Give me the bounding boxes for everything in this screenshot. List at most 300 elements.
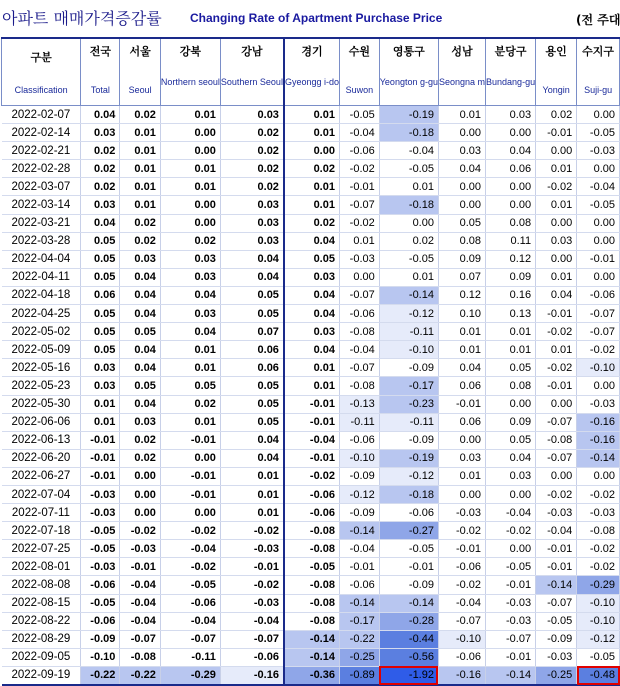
cell-suwon: -0.06: [339, 305, 379, 323]
cell-bundang: 0.11: [486, 232, 536, 250]
cell-total: -0.03: [81, 558, 120, 576]
row-date: 2022-07-11: [2, 504, 81, 522]
table-row: [2, 630, 620, 648]
header-suji-kr: 수지구: [582, 45, 615, 58]
cell-suji: 0.00: [577, 214, 620, 232]
cell-total: 0.03: [81, 377, 120, 395]
row-date: 2022-06-06: [2, 413, 81, 431]
cell-yongin: -0.01: [536, 377, 577, 395]
cell-total: -0.09: [81, 630, 120, 648]
table-row: [2, 106, 620, 124]
cell-seoul: -0.04: [120, 576, 160, 594]
cell-gangbuk: -0.05: [160, 576, 220, 594]
cell-gangnam: 0.03: [220, 214, 284, 232]
cell-total: -0.01: [81, 467, 120, 485]
cell-gangnam: -0.02: [220, 522, 284, 540]
cell-gangnam: 0.01: [220, 485, 284, 503]
cell-suji: 0.00: [577, 160, 620, 178]
cell-gangbuk: -0.29: [160, 666, 220, 685]
cell-suji: -0.03: [577, 142, 620, 160]
cell-yongin: -0.07: [536, 594, 577, 612]
cell-suji: -0.02: [577, 341, 620, 359]
cell-yeongtong: -0.18: [379, 485, 438, 503]
cell-bundang: 0.01: [486, 341, 536, 359]
cell-suji: -0.03: [577, 504, 620, 522]
cell-total: 0.03: [81, 359, 120, 377]
header-yeongtong-kr: 영통구: [392, 45, 425, 58]
cell-gangbuk: -0.07: [160, 630, 220, 648]
row-date: 2022-09-05: [2, 648, 81, 666]
cell-seoul: 0.01: [120, 142, 160, 160]
cell-yeongtong: -0.09: [379, 576, 438, 594]
cell-seongnam: 0.06: [438, 413, 485, 431]
cell-yeongtong: 0.02: [379, 232, 438, 250]
header-gyeonggi-en: Gyeongg i-do: [284, 77, 339, 87]
table-row: [2, 395, 620, 413]
cell-suwon: -0.11: [339, 413, 379, 431]
cell-gangnam: -0.06: [220, 648, 284, 666]
cell-bundang: 0.05: [486, 431, 536, 449]
header-seoul-kr: 서울: [129, 45, 151, 58]
table-row: [2, 648, 620, 666]
row-date: 2022-07-18: [2, 522, 81, 540]
cell-gangbuk: -0.02: [160, 522, 220, 540]
header-gangnam-en: Southern Seoul: [220, 77, 283, 87]
cell-yongin: 0.04: [536, 286, 577, 304]
header-yeongtong-en: Yeongton g-gu: [379, 77, 438, 87]
header-suji: [577, 38, 620, 106]
cell-gangbuk: 0.00: [160, 142, 220, 160]
cell-yongin: -0.01: [536, 558, 577, 576]
cell-gangnam: 0.04: [220, 250, 284, 268]
row-date: 2022-04-18: [2, 286, 81, 304]
cell-yongin: 0.00: [536, 250, 577, 268]
header-gangbuk: [160, 38, 220, 106]
cell-gyeonggi: 0.03: [284, 268, 340, 286]
row-date: 2022-03-07: [2, 178, 81, 196]
cell-gangbuk: 0.00: [160, 449, 220, 467]
cell-seoul: 0.03: [120, 250, 160, 268]
cell-gyeonggi: 0.04: [284, 341, 340, 359]
cell-yeongtong: -0.05: [379, 540, 438, 558]
title-unit: (전 주대: [576, 13, 620, 27]
table-row: [2, 377, 620, 395]
cell-bundang: 0.03: [486, 106, 536, 124]
cell-yeongtong: -0.56: [379, 648, 438, 666]
row-date: 2022-02-07: [2, 106, 81, 124]
cell-gangnam: -0.16: [220, 666, 284, 685]
table-row: [2, 124, 620, 142]
cell-total: 0.05: [81, 250, 120, 268]
cell-bundang: 0.00: [486, 395, 536, 413]
cell-yeongtong: -0.27: [379, 522, 438, 540]
cell-seongnam: -0.04: [438, 594, 485, 612]
row-date: 2022-08-08: [2, 576, 81, 594]
table-row: [2, 612, 620, 630]
header-seongnam-kr: 성남: [451, 45, 473, 58]
header-gangbuk-en: Northern seoul: [160, 77, 220, 87]
cell-total: -0.05: [81, 594, 120, 612]
cell-gangnam: 0.03: [220, 232, 284, 250]
cell-gangnam: -0.03: [220, 594, 284, 612]
table-row: [2, 467, 620, 485]
row-date: 2022-06-13: [2, 431, 81, 449]
cell-suji: -0.48: [577, 666, 620, 685]
cell-bundang: -0.14: [486, 666, 536, 685]
cell-total: -0.06: [81, 612, 120, 630]
cell-bundang: 0.08: [486, 214, 536, 232]
table-row: [2, 576, 620, 594]
cell-seongnam: -0.06: [438, 558, 485, 576]
table-row: [2, 232, 620, 250]
cell-yeongtong: -0.44: [379, 630, 438, 648]
cell-yongin: -0.07: [536, 449, 577, 467]
cell-seoul: -0.04: [120, 594, 160, 612]
cell-gangbuk: 0.05: [160, 377, 220, 395]
cell-bundang: 0.09: [486, 413, 536, 431]
row-date: 2022-09-19: [2, 666, 81, 685]
cell-bundang: 0.13: [486, 305, 536, 323]
cell-gangnam: 0.02: [220, 124, 284, 142]
header-seoul-en: Seoul: [128, 85, 152, 95]
cell-total: 0.04: [81, 106, 120, 124]
cell-gyeonggi: -0.36: [284, 666, 340, 685]
cell-suwon: -0.08: [339, 323, 379, 341]
cell-bundang: 0.00: [486, 178, 536, 196]
cell-gyeonggi: -0.14: [284, 630, 340, 648]
cell-gangbuk: 0.02: [160, 232, 220, 250]
table-row: [2, 504, 620, 522]
cell-suji: 0.00: [577, 467, 620, 485]
table-row: [2, 449, 620, 467]
cell-suwon: -0.04: [339, 124, 379, 142]
cell-yeongtong: -0.05: [379, 160, 438, 178]
cell-gangbuk: 0.01: [160, 341, 220, 359]
cell-suwon: -0.13: [339, 395, 379, 413]
cell-yongin: 0.02: [536, 106, 577, 124]
cell-bundang: 0.00: [486, 196, 536, 214]
cell-suji: -0.16: [577, 431, 620, 449]
cell-total: 0.01: [81, 395, 120, 413]
cell-seongnam: -0.02: [438, 576, 485, 594]
title-bar: [0, 0, 620, 36]
cell-gangnam: 0.06: [220, 359, 284, 377]
cell-bundang: -0.01: [486, 576, 536, 594]
header-suwon: [339, 38, 379, 106]
cell-yeongtong: -0.12: [379, 305, 438, 323]
cell-gangnam: -0.04: [220, 612, 284, 630]
cell-total: -0.03: [81, 504, 120, 522]
cell-gangbuk: 0.02: [160, 395, 220, 413]
cell-seoul: 0.01: [120, 160, 160, 178]
header-yeongtong: [379, 38, 438, 106]
cell-gyeonggi: -0.06: [284, 485, 340, 503]
table-row: [2, 594, 620, 612]
cell-seoul: 0.00: [120, 504, 160, 522]
cell-yongin: -0.03: [536, 504, 577, 522]
table-row: [2, 286, 620, 304]
cell-yongin: -0.02: [536, 359, 577, 377]
cell-total: -0.22: [81, 666, 120, 685]
cell-suwon: -0.17: [339, 612, 379, 630]
cell-suwon: -0.10: [339, 449, 379, 467]
cell-bundang: -0.02: [486, 522, 536, 540]
table-row: [2, 341, 620, 359]
cell-total: -0.03: [81, 485, 120, 503]
row-date: 2022-04-25: [2, 305, 81, 323]
row-date: 2022-07-25: [2, 540, 81, 558]
cell-seongnam: 0.07: [438, 268, 485, 286]
cell-suwon: -0.05: [339, 106, 379, 124]
cell-suji: -0.10: [577, 594, 620, 612]
cell-suwon: 0.00: [339, 268, 379, 286]
cell-yongin: -0.07: [536, 413, 577, 431]
cell-bundang: -0.03: [486, 594, 536, 612]
cell-suwon: -0.04: [339, 540, 379, 558]
cell-suji: -0.02: [577, 540, 620, 558]
cell-seongnam: 0.04: [438, 359, 485, 377]
cell-yongin: -0.08: [536, 431, 577, 449]
cell-bundang: -0.05: [486, 558, 536, 576]
table-row: [2, 522, 620, 540]
cell-seongnam: 0.00: [438, 485, 485, 503]
cell-gyeonggi: 0.01: [284, 377, 340, 395]
cell-yeongtong: 0.01: [379, 178, 438, 196]
row-date: 2022-06-27: [2, 467, 81, 485]
row-date: 2022-08-22: [2, 612, 81, 630]
price-change-table: [1, 37, 620, 686]
cell-suwon: -0.09: [339, 504, 379, 522]
cell-gangnam: 0.03: [220, 196, 284, 214]
cell-seoul: -0.22: [120, 666, 160, 685]
cell-suwon: -0.25: [339, 648, 379, 666]
row-date: 2022-04-04: [2, 250, 81, 268]
cell-seoul: 0.02: [120, 449, 160, 467]
table-row: [2, 305, 620, 323]
table-row: [2, 250, 620, 268]
cell-suwon: -0.08: [339, 377, 379, 395]
cell-gyeonggi: 0.01: [284, 359, 340, 377]
cell-gangbuk: -0.01: [160, 485, 220, 503]
cell-suji: -0.02: [577, 558, 620, 576]
cell-gyeonggi: -0.01: [284, 413, 340, 431]
cell-suwon: -0.89: [339, 666, 379, 685]
cell-seongnam: -0.01: [438, 395, 485, 413]
cell-gyeonggi: -0.06: [284, 504, 340, 522]
cell-yeongtong: -0.06: [379, 504, 438, 522]
cell-gangbuk: 0.03: [160, 268, 220, 286]
table-row: [2, 160, 620, 178]
cell-suji: -0.14: [577, 449, 620, 467]
cell-seongnam: 0.01: [438, 341, 485, 359]
cell-gangbuk: -0.04: [160, 540, 220, 558]
cell-gangbuk: 0.01: [160, 178, 220, 196]
cell-yeongtong: -0.19: [379, 449, 438, 467]
cell-suji: 0.00: [577, 106, 620, 124]
cell-gyeonggi: 0.05: [284, 250, 340, 268]
cell-suwon: -0.02: [339, 214, 379, 232]
cell-bundang: -0.07: [486, 630, 536, 648]
cell-seongnam: 0.10: [438, 305, 485, 323]
cell-yongin: -0.14: [536, 576, 577, 594]
cell-yongin: -0.25: [536, 666, 577, 685]
cell-yongin: -0.02: [536, 178, 577, 196]
cell-gyeonggi: -0.01: [284, 449, 340, 467]
cell-seoul: 0.02: [120, 106, 160, 124]
cell-bundang: 0.09: [486, 268, 536, 286]
table-row: [2, 413, 620, 431]
header-total: [81, 38, 120, 106]
cell-seongnam: 0.12: [438, 286, 485, 304]
cell-gangbuk: -0.02: [160, 558, 220, 576]
cell-gangbuk: 0.01: [160, 359, 220, 377]
cell-yeongtong: -0.11: [379, 413, 438, 431]
cell-suwon: -0.12: [339, 485, 379, 503]
cell-gangnam: 0.02: [220, 160, 284, 178]
cell-gyeonggi: -0.14: [284, 648, 340, 666]
cell-gangbuk: 0.01: [160, 160, 220, 178]
cell-yeongtong: -0.01: [379, 558, 438, 576]
cell-total: 0.02: [81, 178, 120, 196]
cell-gyeonggi: 0.01: [284, 196, 340, 214]
cell-yeongtong: -0.09: [379, 431, 438, 449]
header-gyeonggi-kr: 경기: [301, 45, 323, 58]
cell-yeongtong: -0.19: [379, 106, 438, 124]
row-date: 2022-03-28: [2, 232, 81, 250]
cell-yeongtong: -1.92: [379, 666, 438, 685]
cell-suwon: -0.03: [339, 250, 379, 268]
cell-bundang: 0.05: [486, 359, 536, 377]
cell-suwon: -0.01: [339, 178, 379, 196]
cell-bundang: 0.01: [486, 323, 536, 341]
cell-yeongtong: -0.14: [379, 286, 438, 304]
cell-yongin: -0.02: [536, 323, 577, 341]
cell-gangbuk: 0.01: [160, 106, 220, 124]
cell-bundang: 0.06: [486, 160, 536, 178]
cell-seoul: -0.07: [120, 630, 160, 648]
header-row: [2, 38, 620, 106]
cell-seoul: 0.00: [120, 467, 160, 485]
row-date: 2022-03-21: [2, 214, 81, 232]
cell-suji: -0.04: [577, 178, 620, 196]
cell-total: -0.05: [81, 522, 120, 540]
cell-gangbuk: 0.03: [160, 305, 220, 323]
header-suji-en: Suji-gu: [584, 85, 613, 95]
cell-bundang: 0.04: [486, 142, 536, 160]
cell-yeongtong: -0.10: [379, 341, 438, 359]
header-total-en: Total: [90, 85, 110, 95]
cell-yeongtong: -0.17: [379, 377, 438, 395]
cell-gyeonggi: 0.02: [284, 214, 340, 232]
cell-total: 0.02: [81, 142, 120, 160]
cell-total: -0.01: [81, 431, 120, 449]
cell-seoul: -0.01: [120, 558, 160, 576]
cell-gangnam: -0.03: [220, 540, 284, 558]
table-row: [2, 431, 620, 449]
row-date: 2022-08-15: [2, 594, 81, 612]
cell-seongnam: 0.01: [438, 323, 485, 341]
cell-gyeonggi: 0.04: [284, 286, 340, 304]
cell-total: -0.05: [81, 540, 120, 558]
cell-suji: -0.10: [577, 612, 620, 630]
cell-seongnam: -0.01: [438, 540, 485, 558]
cell-suwon: -0.06: [339, 142, 379, 160]
cell-gangbuk: 0.03: [160, 250, 220, 268]
cell-yeongtong: 0.01: [379, 268, 438, 286]
cell-seoul: 0.02: [120, 232, 160, 250]
cell-bundang: -0.04: [486, 504, 536, 522]
cell-suwon: -0.07: [339, 359, 379, 377]
header-bundang: [486, 38, 536, 106]
cell-bundang: 0.00: [486, 485, 536, 503]
cell-yongin: 0.01: [536, 160, 577, 178]
cell-gyeonggi: 0.01: [284, 106, 340, 124]
cell-gangnam: 0.01: [220, 504, 284, 522]
header-gyeonggi: [284, 38, 340, 106]
header-classification-en: Classification: [14, 85, 68, 95]
cell-gyeonggi: -0.08: [284, 522, 340, 540]
cell-bundang: 0.00: [486, 540, 536, 558]
table-row: [2, 214, 620, 232]
cell-gangnam: -0.07: [220, 630, 284, 648]
cell-total: -0.10: [81, 648, 120, 666]
cell-suji: -0.08: [577, 522, 620, 540]
cell-seoul: 0.03: [120, 413, 160, 431]
cell-seoul: 0.04: [120, 286, 160, 304]
row-date: 2022-05-16: [2, 359, 81, 377]
row-date: 2022-05-09: [2, 341, 81, 359]
cell-gyeonggi: -0.04: [284, 431, 340, 449]
cell-seoul: 0.04: [120, 359, 160, 377]
cell-yeongtong: -0.18: [379, 196, 438, 214]
cell-gangbuk: -0.11: [160, 648, 220, 666]
header-suwon-en: Suwon: [345, 85, 374, 95]
table-row: [2, 666, 620, 685]
cell-seoul: -0.03: [120, 540, 160, 558]
cell-seoul: 0.04: [120, 305, 160, 323]
cell-yeongtong: -0.12: [379, 467, 438, 485]
row-date: 2022-08-01: [2, 558, 81, 576]
cell-yeongtong: -0.14: [379, 594, 438, 612]
cell-gyeonggi: -0.02: [284, 467, 340, 485]
table-row: [2, 323, 620, 341]
row-date: 2022-02-14: [2, 124, 81, 142]
cell-suji: -0.05: [577, 648, 620, 666]
cell-suwon: -0.06: [339, 576, 379, 594]
cell-seongnam: -0.03: [438, 504, 485, 522]
cell-suwon: -0.04: [339, 341, 379, 359]
cell-gangnam: 0.04: [220, 449, 284, 467]
cell-gyeonggi: 0.01: [284, 178, 340, 196]
cell-yongin: -0.01: [536, 305, 577, 323]
cell-gangnam: 0.01: [220, 467, 284, 485]
cell-yongin: 0.01: [536, 341, 577, 359]
table-row: [2, 178, 620, 196]
cell-seongnam: 0.06: [438, 377, 485, 395]
cell-suji: -0.07: [577, 305, 620, 323]
row-date: 2022-05-02: [2, 323, 81, 341]
cell-yeongtong: -0.09: [379, 359, 438, 377]
cell-seongnam: -0.06: [438, 648, 485, 666]
cell-yongin: -0.01: [536, 540, 577, 558]
cell-seoul: 0.04: [120, 395, 160, 413]
cell-total: 0.04: [81, 214, 120, 232]
cell-seongnam: 0.03: [438, 449, 485, 467]
cell-gangnam: 0.07: [220, 323, 284, 341]
cell-yeongtong: -0.05: [379, 250, 438, 268]
header-bundang-kr: 분당구: [494, 45, 527, 58]
cell-seongnam: 0.00: [438, 431, 485, 449]
